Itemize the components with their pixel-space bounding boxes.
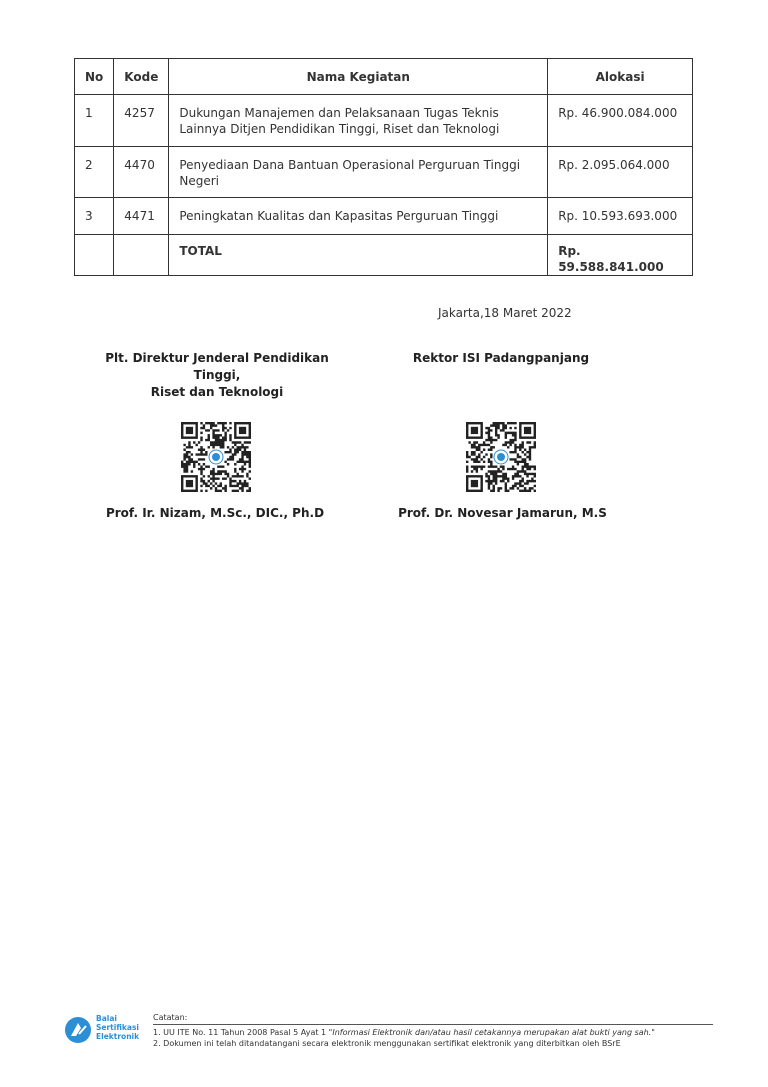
note-1-prefix: 1. UU ITE No. 11 Tahun 2008 Pasal 5 Ayat 1 " — [153, 1028, 333, 1037]
qr-code-icon — [181, 422, 251, 492]
note-1-quote: Informasi Elektronik dan/atau hasil cetakannya merupakan alat bukti yang sah. — [332, 1028, 652, 1037]
header-kode: Kode — [114, 59, 169, 95]
row-no: 1 — [75, 95, 114, 147]
row-kode: 4471 — [114, 198, 169, 235]
row-alokasi: Rp. 46.900.084.000 — [548, 95, 693, 147]
total-no-empty — [75, 235, 114, 276]
row-alokasi: Rp. 10.593.693.000 — [548, 198, 693, 235]
header-alokasi: Alokasi — [548, 59, 693, 95]
table-header-row — [75, 59, 693, 95]
total-kode-empty — [114, 235, 169, 276]
footer-divider — [153, 1024, 713, 1025]
right-signatory-title — [396, 350, 606, 367]
row-nama: Peningkatan Kualitas dan Kapasitas Perguruan Tinggi — [169, 198, 548, 235]
logo-line: Balai — [96, 1014, 117, 1023]
left-signatory-name: Prof. Ir. Nizam, M.Sc., DIC., Ph.D — [105, 506, 325, 520]
logo-line: Elektronik — [96, 1032, 140, 1041]
row-nama: Dukungan Manajemen dan Pelaksanaan Tugas Teknis Lainnya Ditjen Pendidikan Tinggi, Riset dan Teknologi — [169, 95, 548, 147]
row-alokasi: Rp. 2.095.064.000 — [548, 147, 693, 198]
allocation-table — [74, 58, 693, 276]
notes-label: Catatan: — [153, 1013, 188, 1022]
total-alokasi: Rp. 59.588.841.000 — [548, 235, 693, 276]
row-kode: 4470 — [114, 147, 169, 198]
header-no: No — [75, 59, 114, 95]
left-title-line2: Riset dan Teknologi — [150, 385, 284, 399]
logo-line: Sertifikasi — [96, 1023, 139, 1032]
note-1 — [153, 1027, 713, 1038]
bsre-logo-text — [96, 1014, 139, 1041]
left-title-line1: Plt. Direktur Jenderal Pendidikan Tinggi, — [105, 351, 329, 382]
table-row — [75, 198, 693, 235]
note-2: 2. Dokumen ini telah ditandatangani secara elektronik menggunakan sertifikat elektronik yang diterbitkan oleh BSrE — [153, 1039, 621, 1048]
row-no: 2 — [75, 147, 114, 198]
bsre-logo — [62, 1014, 152, 1048]
table-total-row — [75, 235, 693, 276]
qr-code-icon — [466, 422, 536, 492]
left-signatory-title — [82, 350, 352, 401]
footer-notes — [153, 1012, 713, 1049]
row-nama: Penyediaan Dana Bantuan Operasional Perguruan Tinggi Negeri — [169, 147, 548, 198]
bsre-logo-icon — [62, 1014, 94, 1046]
place-date: Jakarta,18 Maret 2022 — [438, 306, 572, 320]
header-nama-kegiatan: Nama Kegiatan — [169, 59, 548, 95]
table-row — [75, 95, 693, 147]
note-1-suffix: " — [651, 1028, 655, 1037]
row-kode: 4257 — [114, 95, 169, 147]
row-no: 3 — [75, 198, 114, 235]
table-row — [75, 147, 693, 198]
right-signatory-name: Prof. Dr. Novesar Jamarun, M.S — [398, 506, 607, 520]
right-title-line1: Rektor ISI Padangpanjang — [412, 351, 590, 365]
total-label: TOTAL — [169, 235, 548, 276]
